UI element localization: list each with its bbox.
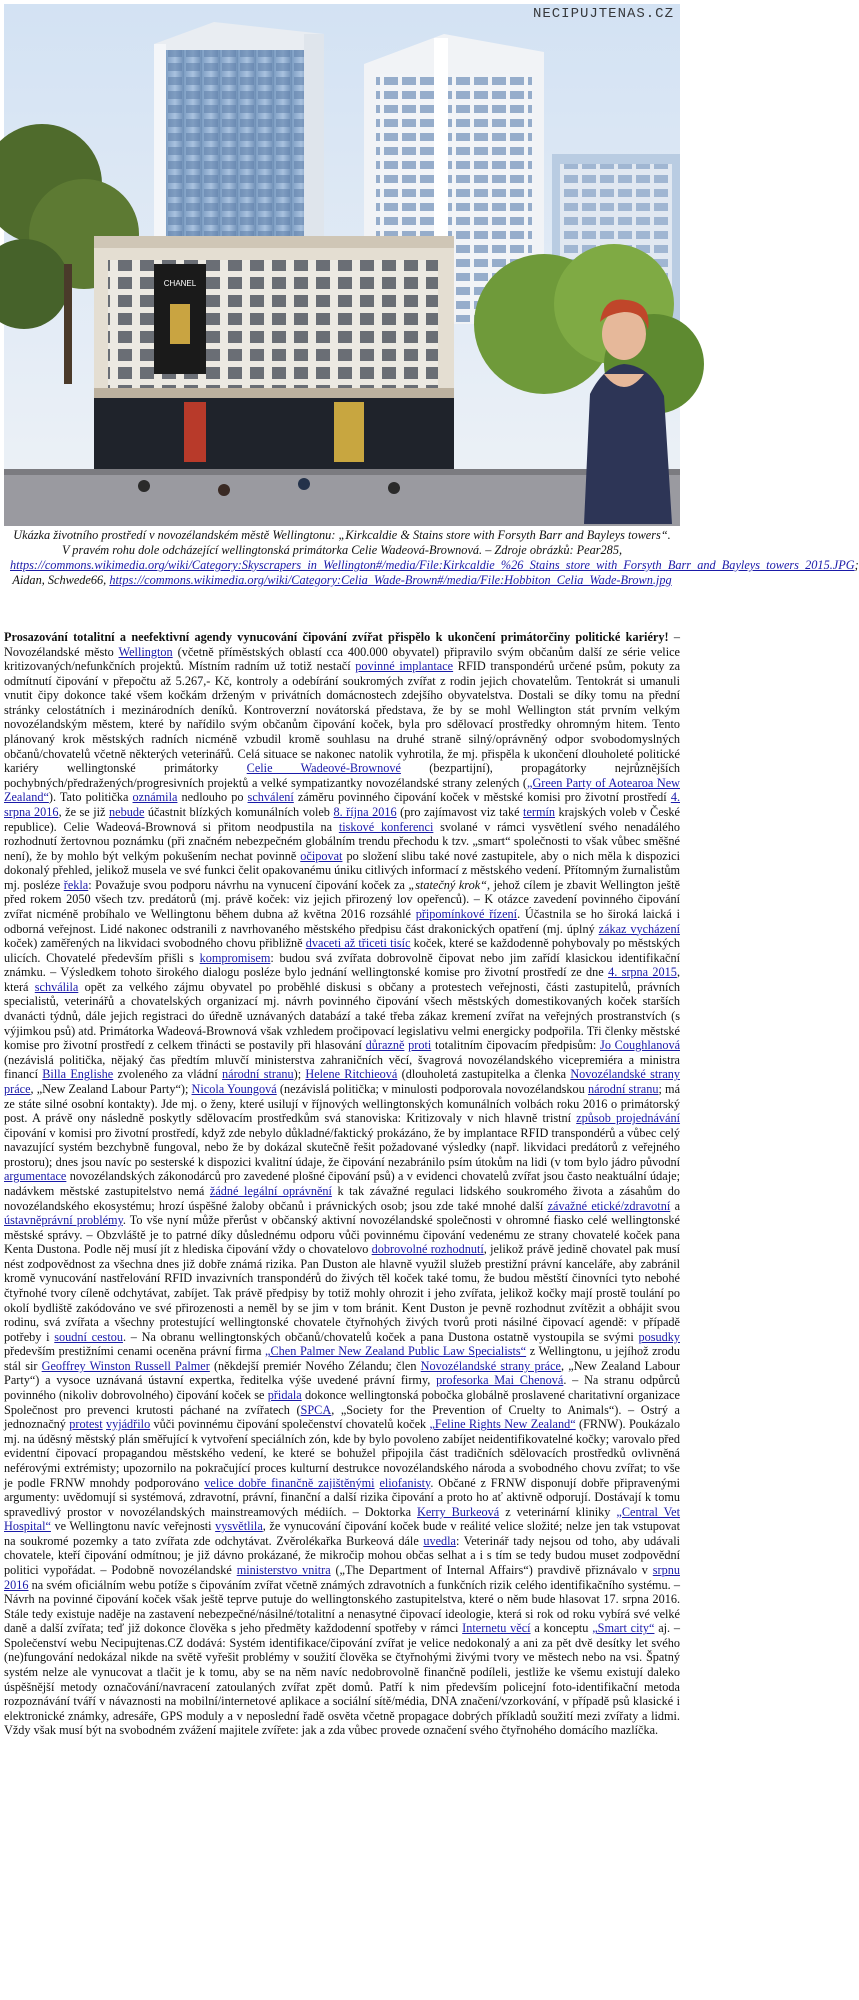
article-text: , „New Zealand Labour Party“); — [30, 1081, 192, 1096]
article-text: novozélandských zákonodárců pro zavedené plošné čipování psů) a v evidenci chovatelů zvířat jsou často neaktuální údaje; nadávkem městské zastupitelstvo nemá — [4, 1169, 680, 1198]
article-link[interactable]: proti — [408, 1038, 432, 1053]
article-link[interactable]: Jo Coughlanová — [600, 1038, 681, 1053]
article-link[interactable]: Internetu věcí — [462, 1621, 531, 1636]
article-text: , která — [4, 965, 680, 994]
article-text: („The Department of Internal Affairs“) pravdivě přiznávalo v — [330, 1563, 653, 1577]
article-link[interactable]: Novozélandské strany práce — [420, 1358, 561, 1373]
article-text: (dlouholetá zastupitelka a členka — [397, 1067, 571, 1082]
article-link[interactable]: vysvětlila — [215, 1519, 263, 1534]
article-link[interactable]: uvedla — [423, 1533, 456, 1548]
article-text: po složení slibu také nové zastupitele, aby o nich měla k dispozici dokonalý přehled, jelikož musela ve své funkci čelit opakovanému úniku citlivých informací z městského vedení. Přítomným žurnalistům mj. posléze — [4, 848, 680, 892]
article-text: (někdejší premiér Nového Zélandu; člen — [209, 1358, 421, 1373]
article-text: , „Society for the Prevention of Cruelty to Animals“). – Ostrý a jednoznačný — [4, 1402, 680, 1432]
article-link[interactable]: žádné legální oprávnění — [209, 1183, 332, 1198]
article-text: , jelikož právě jedině chovatel pak musí nést zodpovědnost za všechna dnes již dobře známá rizika. Pan Duston ale hlavně využil služeb prestižní právní kanceláře, aby zabránil kromě vynucování nastřelování RFID invazivních transpondérů do živých těl koček také tomu, že budou městští činovníci tyto nebohé čtyřnohé tvory cíleně odchytávat, zabíjet. Tak právě předpisy by totiž mohly ohrozit i jeho zvířata, jelikož kočky mají prostě toulání po okolí bydliště zakódováno ve své přirozenosti a neměl by se jim v tom bránit. Kent Duston je pevně rozhodnut zvítězit a obhájit svou rodinu, svá zvířata a všechny protestující wellingtonské chovatele čtyřnohých živých tvorů proti násilné čipovací agendě: v případě potřeby i — [4, 1242, 681, 1344]
article-text: ); — [293, 1067, 306, 1082]
article-link[interactable]: „Feline Rights New Zealand“ — [429, 1417, 576, 1432]
article-text: svolané v rámci vysvětlení svého nenadálého rozhodnutí žertovnou poznámku (při značném nebezpečném globálním trendu přechodu k tzv. „smart“ společnosti to však vůbec směšné není), že by mohlo být velkým pokušením nechat povinně — [4, 819, 680, 863]
article-link[interactable]: kompromisem — [199, 950, 271, 965]
article-text: z veterinární kliniky — [499, 1504, 617, 1519]
caption-link-source-2[interactable]: https://commons.wikimedia.org/wiki/Category:Celia_Wade-Brown#/media/File:Hobbiton_Celia_Wade-Brown.jpg — [109, 573, 672, 587]
article-link[interactable]: důrazně — [365, 1038, 405, 1053]
article-text: (včetně příměstských oblastí cca 400.000 obyvatel) připravilo svým občanům další ze série velice kritizovaných/nefunkčních projektů. Místním radním už totiž nestačí — [4, 644, 680, 674]
article-link[interactable]: 4. srpna 2015 — [608, 965, 677, 980]
article-text: účastnit blízkých komunálních voleb — [144, 804, 334, 819]
article-link[interactable]: termín — [523, 804, 556, 819]
article-text: ve Wellingtonu navíc veřejnosti — [50, 1519, 216, 1534]
article-link[interactable]: dobrovolné rozhodnutí — [371, 1242, 484, 1257]
article-text: , že se již — [58, 804, 110, 819]
article-link[interactable]: nebude — [109, 804, 145, 819]
article-link[interactable]: očipovat — [300, 848, 343, 863]
article-link[interactable]: „Central Vet Hospital“ — [4, 1504, 681, 1534]
article-link[interactable]: ústavněprávní problémy — [4, 1213, 123, 1228]
article-link[interactable]: zákaz vycházení — [598, 921, 680, 936]
article-link[interactable]: Celie Wadeové-Brownové — [246, 761, 401, 776]
article-text: k tak závažné regulaci lidského soukromého života a zásahům do novozélandského ekosystému; hrozí úspěšné žaloby občanů i právnických osob; jsou zde také mnohé další — [4, 1183, 680, 1213]
article-link[interactable]: Kerry Burkeová — [417, 1504, 500, 1519]
article-link[interactable]: závažné etické/zdravotní — [547, 1198, 671, 1213]
article-link[interactable]: srpnu 2016 — [4, 1563, 680, 1592]
article-text: . To vše nyní může přerůst v občanský aktivní novozélandské společnosti v ohromné fiasko celé wellingtonské městské správy. – Obzvláště je to patrné díky důslednému odporu vůči povinnému čipování vedenému ze strany chovatelé koček pana Kenta Dustona. Podle něj musí jít z hlediska čipování vždy o chovatelovo — [4, 1213, 680, 1257]
article-text: a konceptu — [530, 1621, 593, 1636]
article-text: opět za velkého zájmu obyvatel po proběhlé diskusi s občany a protestech veřejnosti, části zastupitelů, právních specialistů, veterinářů a chovatelských organizací mj. návrh povinného čipování všech městských domestikovaných koček starších dvanácti týdnů, dále jejich registraci do úředně uznávaných databází a také třeba zákaz kremení zvířat na veřejných prostranstvích (s výjimkou psů) atd. Primátorka Wadeová-Brownová však vzhledem pročipovací legislativu velmi energicky podpořila. Tři členky městské komise pro životní prostředí z celkem třinácti se postavily při hlasování — [4, 979, 681, 1053]
article-link[interactable]: Helene Ritchieová — [305, 1067, 398, 1082]
article-text: , „New Zealand Labour Party“) a vysoce uznávaná ústavní expertka, ředitelka výše uvedené právní firmy, — [4, 1358, 681, 1388]
article-link[interactable]: Billa Englishe — [42, 1067, 114, 1082]
caption-link-source-1[interactable]: https://commons.wikimedia.org/wiki/Category:Skyscrapers_in_Wellington#/media/File:Kirkcaldie_%26_Stains_store_with_Forsyth_Barr_and_Bayleys_towers_2015.JPG — [10, 558, 855, 572]
article-text: koček, které se každodenně pohybovaly po městských ulicích. Chovatelé především přišli s — [4, 936, 680, 965]
article-text: nedlouho po — [177, 790, 248, 805]
article-text: dokonce wellingtonská pobočka globálně proslavené charitativní organizace Společnost pro prevenci krutosti páchané na zvířatech ( — [4, 1388, 680, 1417]
article-link[interactable]: „Green Party of Aotearoa New Zealand“ — [4, 775, 680, 805]
article-text: zvoleného za vládní — [113, 1067, 223, 1082]
article-link[interactable]: ministerstvo vnitra — [236, 1563, 331, 1577]
article-link[interactable]: profesorka Mai Chenová — [436, 1373, 564, 1388]
article-text: : Považuje svou podporu návrhu na vynucení čipování koček za — [88, 877, 409, 892]
article-link[interactable]: Wellington — [118, 644, 173, 659]
article-link[interactable]: 8. října 2016 — [333, 804, 397, 819]
article-link[interactable]: povinné implantace — [355, 659, 454, 674]
article-link[interactable]: tiskové konferenci — [338, 819, 434, 834]
article-link[interactable]: oznámila — [132, 790, 178, 805]
article-link[interactable]: Nicola Youngová — [191, 1081, 277, 1096]
article-link[interactable]: „Smart city“ — [592, 1621, 655, 1636]
store-sign: CHANEL — [163, 279, 197, 288]
article-link[interactable]: národní stranu — [587, 1081, 659, 1096]
article-text: (nezávislá politička; v minulosti podporovala novozélandskou — [276, 1081, 588, 1096]
article-link[interactable]: protest — [69, 1417, 103, 1432]
article-text: . – Na obranu wellingtonských občanů/chovatelů koček a pana Dustona ostatně vystoupila se svými — [122, 1329, 639, 1344]
article-text: (pro zajímavost viz také — [396, 804, 524, 819]
article-body — [4, 630, 680, 1738]
article-link[interactable]: velice dobře finančně zajištěnými — [204, 1475, 375, 1490]
article-text: (nezávislá politička, nějaký čas předtím mluvčí ministerstva zahraničních věcí, švagrová novozélandského vicepremiéra a ministra financí — [4, 1052, 680, 1082]
article-link[interactable]: připomínkové řízení — [415, 906, 518, 921]
article-link[interactable]: Novozélandské strany práce — [4, 1067, 681, 1096]
article-text: krajských voleb v České republice). Celie Wadeová-Brownová si přitom neodpustila na — [4, 804, 680, 834]
article-link[interactable]: přidala — [267, 1388, 302, 1403]
article-text: především prestižními cenami oceněna právní firma — [4, 1344, 266, 1359]
article-text: : budou svá zvířata dobrovolně čipovat nebo jim zařídí klasickou identifikační známku. – Výsledkem tohoto širokého dialogu posléze bylo jednání wellingtonské komise pro životní prostředí ze dne — [4, 950, 680, 980]
article-link[interactable]: dvaceti až třiceti tisíc — [305, 936, 411, 951]
caption-text-2: ; Aidan, Schwede66, — [12, 558, 859, 587]
article-link[interactable]: způsob projednávání — [576, 1111, 681, 1126]
article-text: ). Tato politička — [48, 790, 133, 805]
article-text: (bezpartijní), propagátorky nejrůznějších pochybných/předražených/progresivních projektů a velké sympatizantky novozélandské strany zelených ( — [4, 761, 681, 790]
article-lead: Prosazování totalitní a neefektivní agendy vynucování čipování zvířat přispělo k ukončení primátorčiny politické kariéry! — [4, 630, 669, 644]
kirkcaldie-stains-building — [94, 236, 454, 474]
article-text: ; má ze státe silné osobní kontakty). Jde mj. o ženy, které usilují v říjnových wellingtonských komunálních volbách roku 2016 o primátorský post. A právě ony následně poskytly sdělovacím prostředkům svá stanoviska: Kritizovaly v nich hlavně tristní — [4, 1081, 681, 1126]
image-caption — [10, 528, 859, 588]
article-link[interactable]: 4. srpna 2016 — [4, 790, 680, 819]
article-text: z Wellingtonu, u jejíhož zrodu stál sir — [4, 1344, 680, 1373]
article-text: , že vynucování čipování koček bude v reálité velice složité; nelze jen tak vstupovat na soukromé pozemky a tato zvířata zde odchytávat. Zvěrolékařka Burkeová dále — [4, 1519, 681, 1548]
article-link[interactable]: soudní cestou — [54, 1329, 123, 1344]
article-text: koček) zaměřených na likvidaci svobodného chovu přibližně — [4, 936, 306, 951]
article-text: RFID transpondérů určené psům, pokuty za odmítnutí čipování v přepočtu až 5.267,- Kč, kontroly a odebírání soukromých zvířat z rodin jejich chovatelům. Tentokrát si umanuli vnutit čipy dokonce také všem kočkám drženým v privátních domácnostech zdejšího obyvatelstva. Dostali se díky tomu na přední stránky celostátních i mezinárodních deníků. Kontroverzní novátorská představa, že by se mohl Wellington stát prvním velkým novozélandským městem, které by nařídilo svým občanům čipování koček, byla pro sdělovací prostředky ohromným hitem. Tento plánovaný krok městských radních nicméně vzbudil kromě souhlasu na druhé straně silný/oprávněný odpor svobodomyslných občanů/chovatelů včetně některých veterinářů. Celá situace se nakonec natolik vyhrotila, že mj. přispěla k ukončení dlouholeté politické kariéry wellingtonské primátorky — [4, 659, 681, 776]
article-text: – Novozélandské město — [4, 630, 681, 659]
article-text: . – Na stranu odpůrců povinného (nikoliv dobrovolného) čipování koček se — [4, 1373, 680, 1403]
article-link[interactable]: řekla — [63, 877, 89, 892]
article-text: a — [670, 1198, 681, 1213]
wellington-street-scene — [4, 4, 680, 526]
caption-text: Ukázka životního prostředí v novozélandském městě Wellingtonu: „Kirkcaldie & Stains store with Forsyth Barr and Bayleys towers“. V pravém rohu dole odcházející wellingtonská primátorka Celie Wadeová-Brownová. – Zdroje obrázků: Pear285, — [13, 528, 671, 557]
article-link[interactable]: schválení — [247, 790, 294, 805]
article-text: vůči povinnému čipování společenství chovatelů koček — [150, 1417, 430, 1432]
article-link[interactable]: vyjádřilo — [105, 1417, 151, 1432]
article-link[interactable]: Geoffrey Winston Russell Palmer — [41, 1358, 210, 1373]
article-text: , jehož cílem je zbavit Wellington ještě před rokem 2050 všech tzv. predátorů (mj. právě koček: viz jejich přirozený lov opeřenců). – K otázce zavedení povinného čipování zvířat nicméně probíhalo ve Wellingtonu během dubna až května 2016 rozsáhlé — [4, 877, 680, 921]
article-emphasis: „statečný krok“ — [408, 877, 487, 892]
street — [4, 469, 680, 526]
article-link[interactable]: národní stranu — [222, 1067, 294, 1082]
article-text: na svém oficiálním webu potíže s čipováním zvířat včetně známých zdravotních a funkčních rizik celého identifikačního systému. – Návrh na povinné čipování koček však ještě teprve putuje do wellingtonského zastupitelstva, které o něm bude hlasovat 17. srpna 2016. Stále tedy existuje naděje na zastavení nebezpečné/násilné/totalitní a nenasytné čipovací ideologie, která si rok od roku vybírá své velké daně a další zvířata; teď již dokonce člověka s jeho předměty každodenní spotřeby v rámci — [4, 1577, 680, 1636]
article-text: totalitním čipovacím předpisům: — [431, 1038, 601, 1053]
article-link[interactable]: posudky — [638, 1329, 680, 1344]
article-link[interactable]: SPCA — [300, 1402, 332, 1417]
article-link[interactable]: „Chen Palmer New Zealand Public Law Specialists“ — [265, 1344, 527, 1359]
article-text: aj. – Společenství webu Necipujtenas.CZ dodává: Systém identifikace/čipování zvířat je velice nedokonalý a ani za pět dvě desítky let svého (ne)fungování nedokázal nikde na světě vyřešit problémy v soužití člověka se čtyřnohými živými tvory ve městech nebo na vsi. Špatný systém nelze ale vynucovat a tlačit je k tomu, aby se na něm navíc nedobrovolně finančně podíleli, jestliže ke všemu existují daleko úspěšnější metody označování/navracení zatoulaných zvířat zpět domů. Patří k nim především policejní foto-identifikační metoda rozpoznávání tváří v návaznosti na mobilní/internetové aplikace a sociální sítě/média, DNA značení/vzorkování, v případě psů klasické i elektronické známky, adresáře, GPS moduly a v neposlední řadě osvěta včetně propagace dobrých příkladů soužití mezi zvířaty a lidmi. Vždy však musí být na svobodném zvážení majitele zvířete: jak a zda vůbec provede označení svého čtyřnohého domácího mazlíčka. — [4, 1621, 680, 1738]
hero-image — [4, 4, 680, 526]
watermark: NECIPUJTENAS.CZ — [532, 6, 674, 22]
article-link[interactable]: eliofanisty — [379, 1475, 431, 1490]
article-link[interactable]: schválila — [34, 979, 79, 994]
article-text: . Občané z FRNW disponují dobře připravenými argumenty: uvědomují si systémová, zdravotní, právní, finanční a další rizika čipování a proto ho ať aktivně odporují. Dostávají k tomu spravedlivý prostor v novozélandských mainstreamových médiích. – Doktorka — [4, 1475, 681, 1519]
article-text: záměru povinného čipování koček v městské komisi pro životní prostředí — [293, 790, 671, 805]
article-text: čipování v komisi pro životní prostředí, když zde nebylo důkladné/faktický prokázáno, že by implantace RFID transpondérů a vůbec celý navazující systém bezchybně fungoval, nebo že by dokázal skutečně řešit požadované výsledky (např. likvidaci predátorů z veřejného prostoru); dnes jsou navíc po sesterské k dispozici kvalitní údaje, že čipování nezabránilo psím útokům na lidi (v tom bylo jádro původní — [4, 1125, 680, 1169]
article-text: : Veterinář tady nejsou od toho, aby udávali chovatele, kteří čipování odmítnou; je již dávno prokázané, že mikročip mohou občas selhat a i s tím se tedy budou muset zodpovědní politici vypořádat. – Podobně novozélandské — [4, 1533, 680, 1577]
article-link[interactable]: argumentace — [4, 1169, 67, 1184]
article-text: . Účastnila se ho široká laická i odborná veřejnost. Lidé nakonec odstranili z navrhovaného městského předpisu část drakonických opatření (mj. úplný — [4, 906, 680, 936]
article-text: (FRNW). Poukázalo mj. na úděsný městský plán směřující k vytvoření speciálních zón, kde by bylo povoleno zabíjet neidentifikovatelné kočky; varovalo před evidentní čipovací propagandou městského vedení, ke které se bohužel připojila část tradičních sdělovacích prostředků ovlivněná neférovými extrémisty; upozornilo na pokračující proces kulturní destrukce novozélandského národa a svobodného chovu zvířat; to vše je podle FRNW mnohdy podporováno — [4, 1417, 680, 1490]
